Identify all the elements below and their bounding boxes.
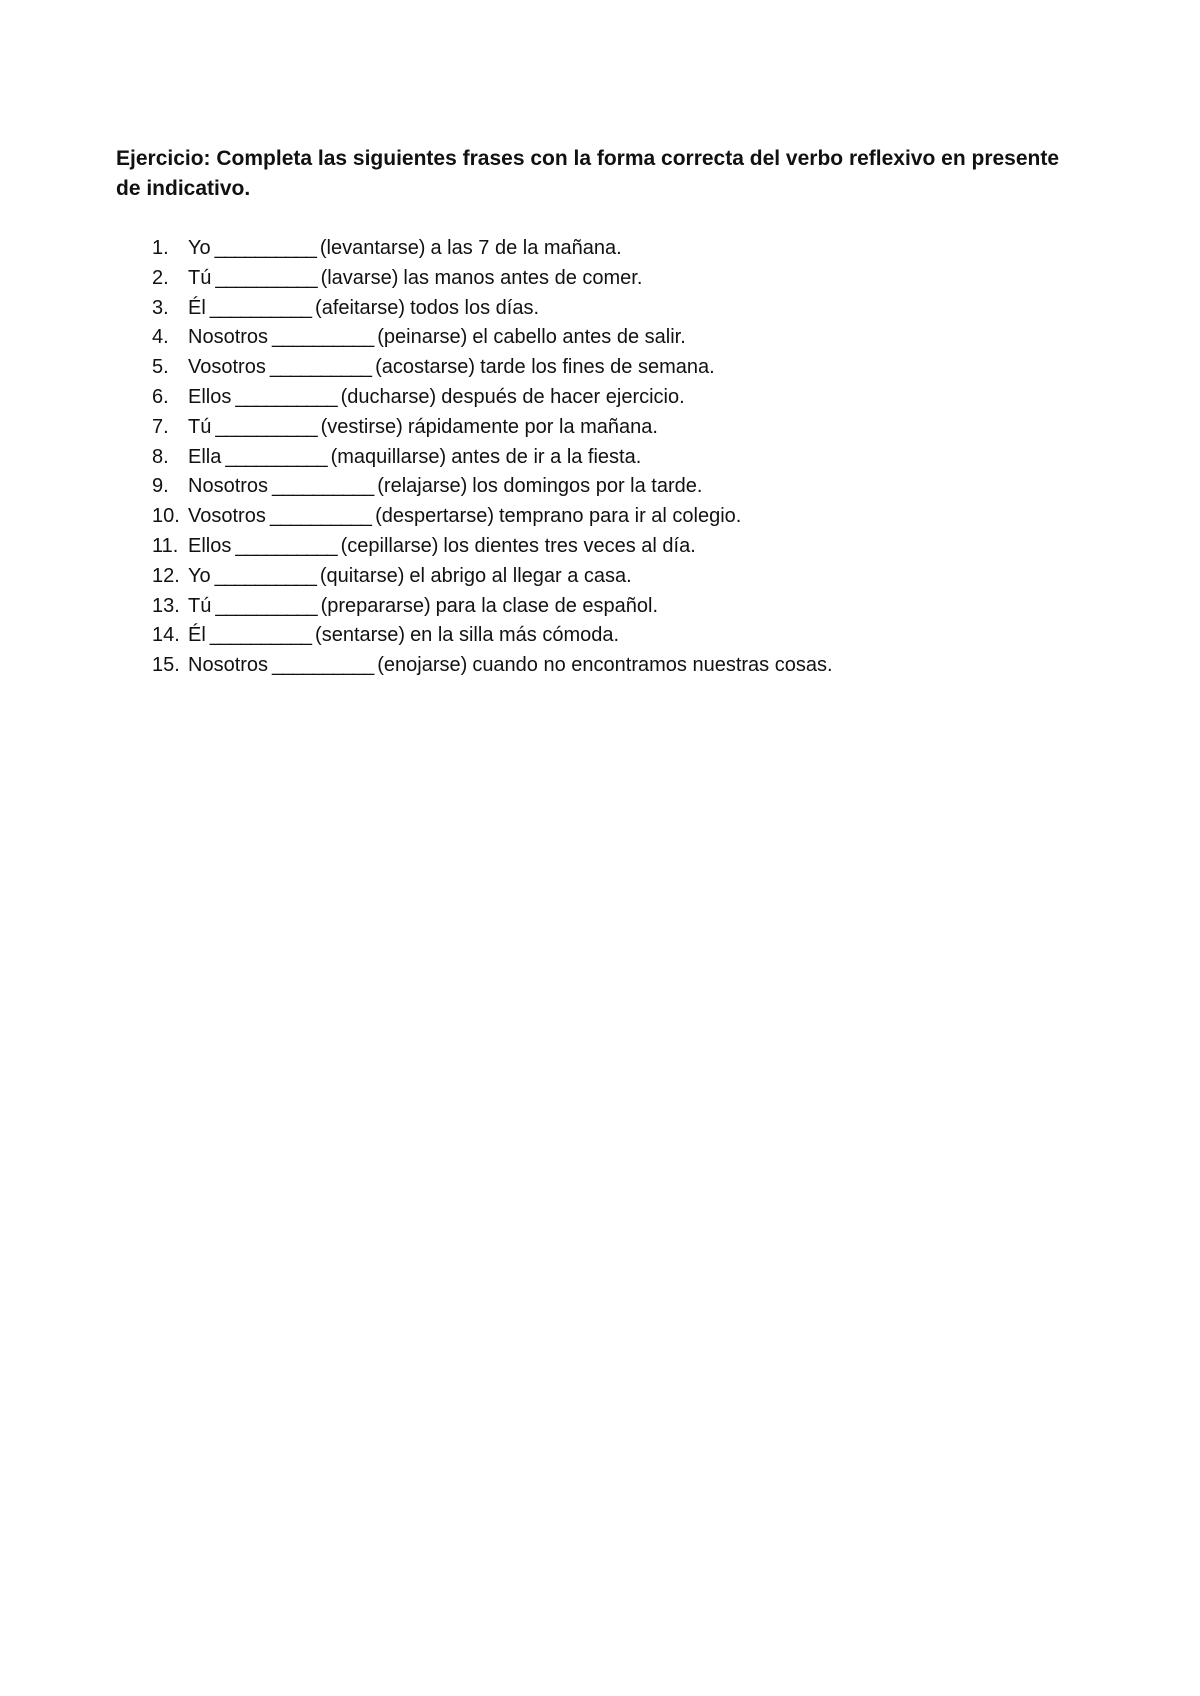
item-verb: (prepararse) bbox=[320, 594, 431, 617]
exercise-item bbox=[116, 562, 1076, 592]
answer-blank: __________ bbox=[215, 415, 317, 438]
item-rest: en la silla más cómoda. bbox=[410, 624, 620, 647]
item-number-text: 7. bbox=[152, 415, 169, 438]
item-number-text: 12. bbox=[152, 564, 180, 587]
item-subject: Tú bbox=[188, 415, 212, 438]
item-number bbox=[116, 383, 188, 413]
item-number bbox=[116, 323, 188, 353]
item-verb: (maquillarse) bbox=[330, 445, 447, 468]
item-rest: a las 7 de la mañana. bbox=[430, 237, 622, 259]
item-subject: Nosotros bbox=[188, 654, 269, 677]
answer-blank: __________ bbox=[272, 654, 374, 677]
answer-blank: __________ bbox=[209, 624, 312, 647]
item-rest: las manos antes de comer. bbox=[403, 266, 643, 289]
item-number-text: 3. bbox=[152, 296, 169, 319]
item-number-text: 5. bbox=[152, 356, 169, 379]
exercise-item bbox=[116, 323, 1076, 353]
answer-blank: __________ bbox=[272, 475, 374, 498]
exercise-item bbox=[116, 502, 1076, 532]
exercise-item bbox=[116, 592, 1076, 622]
exercise-list bbox=[116, 234, 1076, 681]
answer-blank: __________ bbox=[215, 594, 317, 617]
answer-blank: __________ bbox=[209, 296, 312, 319]
item-subject: Él bbox=[188, 624, 206, 647]
item-verb: (cepillarse) bbox=[340, 534, 439, 557]
item-subject: Ella bbox=[188, 445, 222, 468]
item-verb: (lavarse) bbox=[320, 266, 399, 289]
item-rest: rápidamente por la mañana. bbox=[407, 415, 658, 438]
item-number bbox=[116, 443, 188, 473]
exercise-item bbox=[116, 472, 1076, 502]
item-number bbox=[116, 472, 188, 502]
answer-blank: __________ bbox=[269, 356, 372, 379]
item-verb: (despertarse) bbox=[375, 505, 494, 528]
item-rest: antes de ir a la fiesta. bbox=[451, 445, 642, 468]
answer-blank: __________ bbox=[235, 534, 337, 557]
answer-blank: __________ bbox=[215, 266, 317, 289]
item-number bbox=[116, 294, 188, 324]
item-number bbox=[116, 502, 188, 532]
item-number bbox=[116, 264, 188, 294]
item-number-text: 10. bbox=[152, 505, 180, 528]
item-subject: Nosotros bbox=[188, 326, 269, 349]
exercise-item bbox=[116, 383, 1076, 413]
answer-blank: __________ bbox=[214, 237, 316, 259]
item-number-text: 4. bbox=[152, 326, 169, 349]
item-number-text: 9. bbox=[152, 475, 169, 498]
item-rest: para la clase de español. bbox=[435, 594, 658, 617]
item-number bbox=[116, 353, 188, 383]
item-verb: (vestirse) bbox=[320, 415, 403, 438]
answer-blank: __________ bbox=[214, 564, 316, 587]
item-verb: (relajarse) bbox=[377, 475, 468, 498]
exercise-item bbox=[116, 651, 1076, 681]
answer-blank: __________ bbox=[235, 385, 337, 408]
item-subject: Yo bbox=[188, 564, 211, 587]
exercise-item bbox=[116, 353, 1076, 383]
exercise-item bbox=[116, 443, 1076, 473]
item-verb: (afeitarse) bbox=[315, 296, 406, 319]
item-rest: los domingos por la tarde. bbox=[472, 475, 703, 498]
item-number-text: 13. bbox=[152, 594, 180, 617]
item-number-text: 8. bbox=[152, 445, 169, 468]
answer-blank: __________ bbox=[225, 445, 327, 468]
item-subject: Él bbox=[188, 296, 206, 319]
item-rest: el abrigo al llegar a casa. bbox=[409, 564, 632, 587]
item-verb: (peinarse) bbox=[377, 326, 468, 349]
item-subject: Ellos bbox=[188, 385, 232, 408]
item-number bbox=[116, 592, 188, 622]
item-number-text: 6. bbox=[152, 385, 169, 408]
item-subject: Vosotros bbox=[188, 505, 266, 528]
item-subject: Nosotros bbox=[188, 475, 269, 498]
item-number bbox=[116, 234, 188, 264]
item-subject: Tú bbox=[188, 594, 212, 617]
item-subject: Tú bbox=[188, 266, 212, 289]
item-number bbox=[116, 413, 188, 443]
item-number-text: 15. bbox=[152, 654, 180, 677]
exercise-item bbox=[116, 413, 1076, 443]
item-number bbox=[116, 532, 188, 562]
item-rest: tarde los fines de semana. bbox=[480, 356, 715, 379]
answer-blank: __________ bbox=[272, 326, 374, 349]
item-verb: (quitarse) bbox=[319, 564, 405, 587]
item-verb: (sentarse) bbox=[315, 624, 406, 647]
item-number bbox=[116, 562, 188, 592]
item-rest: temprano para ir al colegio. bbox=[499, 505, 742, 528]
exercise-item bbox=[116, 532, 1076, 562]
item-subject: Ellos bbox=[188, 534, 232, 557]
item-verb: (ducharse) bbox=[340, 385, 437, 408]
exercise-item bbox=[116, 234, 1076, 264]
exercise-item bbox=[116, 621, 1076, 651]
item-verb: (enojarse) bbox=[377, 654, 468, 677]
item-verb: (levantarse) bbox=[319, 237, 426, 259]
item-rest: los dientes tres veces al día. bbox=[443, 534, 696, 557]
item-number-text: 2. bbox=[152, 266, 169, 289]
item-number bbox=[116, 621, 188, 651]
item-rest: todos los días. bbox=[410, 296, 540, 319]
item-verb: (acostarse) bbox=[375, 356, 476, 379]
exercise-instructions: Ejercicio: Completa las siguientes frases con la forma correcta del verbo reflexivo en presente de indicativo. bbox=[116, 147, 1060, 200]
item-number bbox=[116, 651, 188, 681]
item-subject: Yo bbox=[188, 237, 211, 259]
item-rest: el cabello antes de salir. bbox=[472, 326, 686, 349]
exercise-item bbox=[116, 294, 1076, 324]
answer-blank: __________ bbox=[269, 505, 372, 528]
item-number-text: 1. bbox=[152, 237, 169, 259]
item-number-text: 14. bbox=[152, 624, 180, 647]
item-subject: Vosotros bbox=[188, 356, 266, 379]
item-rest: después de hacer ejercicio. bbox=[441, 385, 685, 408]
item-number-text: 11. bbox=[152, 534, 179, 557]
exercise-item bbox=[116, 264, 1076, 294]
item-rest: cuando no encontramos nuestras cosas. bbox=[472, 654, 833, 677]
